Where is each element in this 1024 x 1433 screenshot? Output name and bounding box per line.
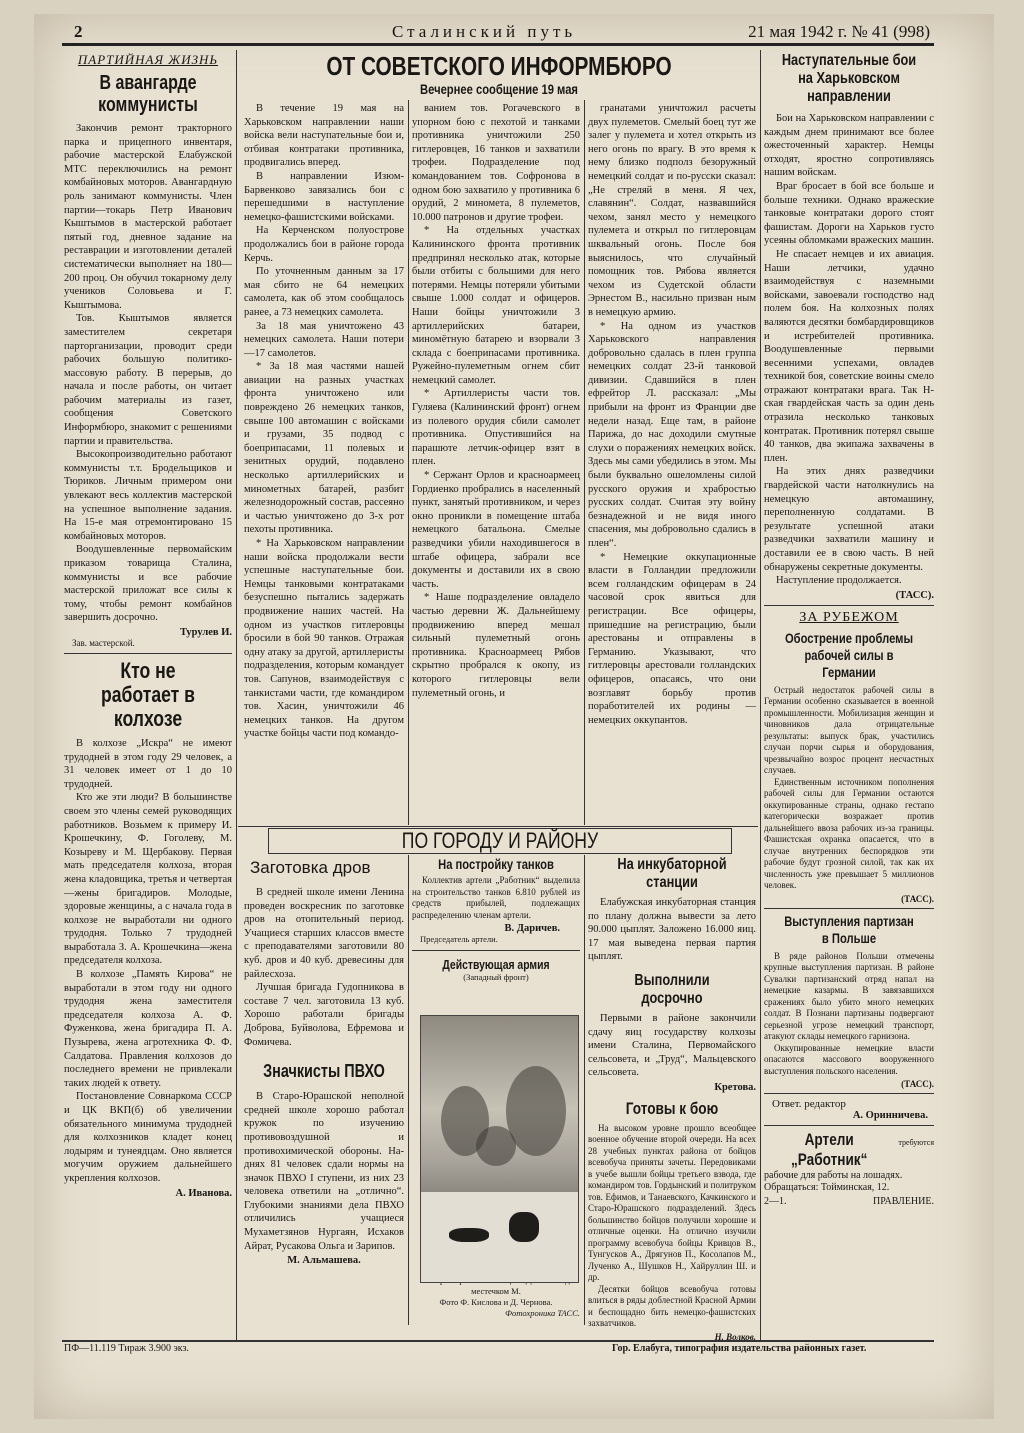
article-title: Выполнили досрочно	[634, 971, 710, 1007]
column-rule	[760, 50, 761, 1340]
column-rule	[584, 100, 585, 825]
paragraph: * За 18 мая частями нашей авиации на разных участках фронта уничтожено или повреждено 26 немецких танков, свыше 100 автомашин с войсками и грузами, 35 подвод с боеприпасами, 11 полевых и зенитных орудий, подавлено несколько артиллерийских и минометных батарей, разбит железнодорожный состав, рассеяно и частью уничтожено до 3-х рот пехоты противника.	[244, 361, 404, 536]
article-title: В авангарде коммунисты	[98, 72, 198, 116]
section-subtitle: Вечернее сообщение 19 мая	[420, 81, 578, 97]
paragraph: Закончив ремонт тракторного парка и прицепного инвентаря, рабочие мастерской Елабужской МТС переключились на ремонт комбайновых моторов. Авангардную роль занимают коммунисты. Член партии—токарь Петр Иванович Кыштымов в мастерской работает пятый год, дневное задание на реставрации и изготовлении деталей систематически выполняет на 180—200 проц. Он обучил токарному делу учеников Соловьева и Г. Кыштымова.	[64, 123, 232, 311]
paragraph: Бои на Харьковском направлении с каждым днем принимают все более ожесточенный характер. Немцы отходят, яростно сопротивляясь нашим войскам.	[764, 113, 934, 179]
paragraph: Воодушевленные первомайским приказом товарища Сталина, коммунисты и все рабочие мастерской приложат все силы к тому, чтобы ремонт комбайнов завершить досрочно.	[64, 544, 232, 624]
paragraph: Острый недостаток рабочей силы в Германии особенно сказывается в военной промышленности. Мобилизация женщин и чиновников дала отрицательные результаты: выпуск брак, участились случаи порчи сырья и оборудования, чрезвычайно возрос процент несчастных случаев.	[764, 684, 934, 776]
article-title: Выступления партизан в Польше	[784, 912, 914, 946]
ad-text: рабочие для работы на лошадях. Обращаться: Тойминская, 12.	[764, 1170, 903, 1194]
paragraph: На этих днях разведчики гвардейской части натолкнулись на немецкую автомашину, переполненную солдатами. В результате успешной атаки разведчики захватили машину и доставили ее в свою часть. В ней обнаружены секретные документы.	[764, 466, 934, 573]
article-title: Значкисты ПВХО	[263, 1061, 385, 1082]
city-banner	[268, 828, 732, 854]
paragraph: В колхозе „Память Кирова“ не выработали в этом году ни одного трудодня жена заместителя председателя колхоза А. Ф. Фуженкова, жена бригадира П. А. Пузырева, жена агротехника Ф. Ф. Салдатова. Правления колхозов до последнего времени не привлекали таких людей к ответу.	[64, 969, 232, 1089]
divider	[764, 605, 934, 606]
signature: М. Альмашева.	[287, 1255, 361, 1267]
rubric-abroad: ЗА РУБЕЖОМ	[799, 609, 899, 625]
ad-side: требуются	[898, 1138, 934, 1148]
paragraph: Кто же эти люди? В большинстве своем это члены семей руководящих работников. Возьмем к примеру И. Крошечкину, Ф. Гоголеву, М. Козыреву и М. Щербакову. Первая мать председателя колхоза, вторая жена кладовщика, третья и четвертая—жены бригадиров. Молодые, здоровые женщины, а с начала года в колхозе не выработали ни одного трудодня. Только 7 трудодней выработала З. А. Крошечкина—жена председателя колхоза.	[64, 792, 232, 967]
paragraph: * Сержант Орлов и красноармеец Гордиенко пробрались в населенный пункт, занятый противником, и через окно проникли в помещение штаба немецкого батальона. Смелые разведчики убили находившегося в штабе офицера, забрали все документы и доставили их в свою часть.	[412, 470, 580, 590]
divider	[64, 653, 232, 654]
paragraph: * На отдельных участках Калининского фронта противник предпринял несколько атак, которые были отбиты с большими для него потерями. Немцы потеряли убитыми свыше 1.000 солдат и офицеров. Наши бойцы уничтожили 3 артиллерийских батареи, миномётную батарею и взорвали 3 склада с боеприпасами противника. Ружейно-пулеметным огнем сбит немецкий самолет.	[412, 225, 580, 386]
column-rule	[584, 855, 585, 1325]
photo-credit: Фото Ф. Кислова и Д. Чернова.	[439, 1297, 553, 1307]
divider	[764, 908, 934, 909]
signature: Кретова.	[714, 1081, 756, 1093]
article-title: Обострение проблемы рабочей силы в Германии	[784, 629, 914, 680]
paragraph: В средней школе имени Ленина проведен воскресник по заготовке дров на отопительный период. Учащиеся старших классов вместе с преподавателями заготовили 80 куб. дров и 40 куб. древесины для райлесхоза.	[244, 887, 404, 980]
paragraph: * Немецкие оккупационные власти в Голландии предложили всем голландским офицерам в 24 часовой срок явиться для регистрации. Все офицеры, пришедшие на регистрацию, были арестованы и отправлены в Германию. Указывают, что гитлеровцы арестовали голландских офицеров, опасаясь, что они возглавят борьбу против поработителей их родины — немецких оккупантов.	[588, 551, 756, 726]
photo-title: Действующая армия	[442, 957, 550, 972]
article-title: На постройку танков	[438, 856, 554, 872]
signature: Н. Волков.	[714, 1331, 756, 1342]
column-rule	[408, 100, 409, 825]
article-title: Готовы к бою	[625, 1098, 719, 1118]
ad-signature: ПРАВЛЕНИЕ.	[873, 1196, 934, 1208]
photo-subtitle: (Западный фронт)	[463, 972, 529, 982]
section-rule	[238, 826, 758, 827]
signature: (ТАСС).	[895, 589, 934, 601]
article-body	[64, 122, 232, 625]
divider	[764, 1125, 934, 1126]
city-column-a	[244, 856, 404, 1328]
paragraph: Коллектив артели „Работник“ выделила на строительство танков 6.810 рублей из средств прибылей, подлежащих распределению членам артели.	[412, 875, 580, 920]
paragraph: Елабужская инкубаторная станция по плану должна вывести за лето 90.000 цыплят. Заложено 16.000 яиц. 17 мая выведена первая партия цыплят.	[588, 897, 756, 963]
right-column	[764, 52, 934, 1340]
signature: Турулев И.	[179, 626, 232, 638]
paragraph: Постановление Совнаркома СССР и ЦК ВКП(б) об увеличении обязательного минимума трудодней для колхозников кладет конец лодырям и тунеядцам. Оно является могучим оружием дальнейшего укрепления колхозов.	[64, 1091, 232, 1184]
paragraph: * На одном из участков Харьковского направления добровольно сдалась в плен группа немецких солдат 23-й танковой дивизии. Сдавшийся в плен ефрейтор Л. рассказал: „Мы прибыли на фронт из Франции две недели назад. Еще там, в районе Парижа, до нас доходили смутные слухи о поражениях немецких войск. Здесь мы сами убедились в этом. Мы были буквально ошеломлены силой русского оружия и храбростью русских солдат. Считая эту войну безнадежной и не видя иного спасения, мы добровольно сдались в плен“.	[588, 320, 756, 549]
paragraph: Лучшая бригада Гудопникова в составе 7 чел. заготовила 13 куб. Хорошо работали бригады Доброва, Буйволова, Ефремова и Фомичева.	[244, 982, 404, 1048]
sovinform-header	[240, 52, 758, 102]
paragraph: ванием тов. Рогачевского в упорном бою с пехотой и танками противника уничтожили 250 гитлеровцев, 16 танков и захватили трофеи. Подразделение под командованием тов. Софронова в одном бою захватило у противника 6 орудий, 2 миномета, 8 пулеметов, 10.000 патронов и другие трофеи.	[412, 103, 580, 223]
print-run: ПФ—11.119 Тираж 3.900 экз.	[64, 1343, 189, 1354]
signature: А. Иванова.	[175, 1187, 232, 1199]
paragraph: Не спасает немцев и их авиация. Наши летчики, удачно взаимодействуя с наземными войсками, завоевали господство над полем боя. На колхозных полях валяются десятки бомбардировщиков и истребителей противника. Воодушевленные первыми весенними успехами, овладев техникой боя, советские воины смело отражают контратаки врага. Так Н-ская гвардейская часть за один день отразила несколько танковых контратак. Противник потерял свыше 40 танков, два экипажа захвачены в плен.	[764, 248, 934, 464]
paragraph: На высоком уровне прошло всеобщее военное обучение второй очереди. На всех 28 учебных пунктах района от бойцов всевобуча приняты зачеты. Передовиками в учебе вышли бойцы третьего взвода, где командиром тов. Гордынский и политруком тов. Ефимов, и Танаевского, Качкинского и Старо-Юрашского подразделений. Здесь большинство бойцов получили хорошие и отличные оценки. На отлично изучили программу всевобуча бойцы Кривцов В., Тунгусков А., Дрягунов П., Косолапов М., Лученко А., Шушков Н., Хайруллин Ш. и др.	[588, 1122, 756, 1283]
paragraph: В Старо-Юрашской неполной средней школе хорошо работал кружок по изучению противовоздушной и противохимической обороны. На-днях 81 человек сдали нормы на значок ПВХО I ступени, из них 23 человека ответили на „отлично“. Глубокими знаниями дела ПВХО отличились учащиеся Мухаметзянов Нургаян, Исхаков Айрат, Русакова Ольга и Зарипов.	[244, 1091, 404, 1252]
paragraph: * Артиллеристы части тов. Гуляева (Калининский фронт) огнем из полевого орудия сбили самолет противника. Опустившийся на парашюте летчик-офицер взят в плен.	[412, 388, 580, 468]
paragraph: * Наше подразделение овладело частью деревни Ж. Дальнейшему продвижению вперед мешал сильный пулеметный огонь противника. Красноармеец Рябов скрытно пробрался к окопу, из которого гитлеровцы вели пулеметный огонь, и	[412, 592, 580, 699]
paragraph: гранатами уничтожил расчеты двух пулеметов. Смелый боец тут же залег у пулемета и хотел открыть из него огонь по врагу. В это время к нему близко подполз безоружный немецкий солдат и по-русски сказал: „Не стреляй в меня. Я чех, славянин“. Солдат, назвавшийся чехом, занял место у немецкого пулемета и открыл по гитлеровцам шквальный огонь. После боя выяснилось, что случайный помощник тов. Рябова является чехом из Судетской области Эрнестом В., насильно призван ным в немецкую армию.	[588, 103, 756, 318]
paragraph: * На Харьковском направлении наши войска продолжали вести успешные наступательные бои. Немцы танковыми контратаками безуспешно пытались задержать продвижение наших частей. На одном из участков гитлеровцы бросили в бой 90 танков. Отражая одну атаку за другой, артиллеристы подразделения, которым командует тов. Сапунов, взаимодействуя с танкистами части, где командиром тов. Хасин, уничтожили 46 немецких танков. На другом участке бойцы части под командо-	[244, 538, 404, 740]
article-title: Заготовка дров	[250, 858, 371, 877]
signature: (ТАСС).	[901, 893, 934, 904]
paragraph: За 18 мая уничтожено 43 немецких самолета. Наши потери—17 самолетов.	[244, 320, 404, 359]
paragraph: По уточненным данным за 17 мая сбито не 64 немецких самолета, как об этом сообщалось ранее, а 73 немецких самолета.	[244, 266, 404, 318]
war-photo	[420, 1015, 579, 1283]
banner-title: ПО ГОРОДУ И РАЙОНУ	[401, 828, 599, 853]
masthead	[62, 20, 934, 46]
photo-caption: местечком М.	[471, 1286, 521, 1296]
column-rule	[408, 855, 409, 1325]
sovinform-column-b	[412, 102, 580, 824]
editor-name: А. Оринничева.	[852, 1110, 928, 1122]
section-title: ОТ СОВЕТСКОГО ИНФОРМБЮРО	[326, 51, 672, 81]
signature-role: Зав. мастерской.	[72, 637, 135, 648]
paragraph: Оккупированные немецкие власти опасаются массового вооруженного выступления польского населения.	[764, 1042, 934, 1076]
paragraph: В течение 19 мая на Харьковском направлении наши войска вели наступательные бои и, отбивая контратаки противника, продвигались вперед.	[244, 103, 404, 169]
paragraph: В ряде районов Польши отмечены крупные выступления партизан. В районе Сувалки партизанский отряд напал на немецкие казармы. В завязавшихся сражениях было убито много немецких солдат. В Познани партизаны подвергают серьезной угрозе немецкий транспорт, атакуют склады немецкого гарнизона.	[764, 950, 934, 1042]
ad-number: 2—1.	[764, 1196, 787, 1208]
ad-title: Артели „Работник“	[790, 1130, 868, 1170]
city-column-c	[588, 856, 756, 1342]
paragraph: В направлении Изюм-Барвенково завязались бои с перешедшими в наступление немецко-фашистскими войсками.	[244, 170, 404, 223]
editor-label: Ответ. редактор	[772, 1098, 846, 1111]
paragraph: Десятки бойцов всевобуча готовы влиться в ряды доблестной Красной Армии и беспощадно бить немецко-фашистских захватчиков.	[588, 1283, 756, 1329]
paragraph: Высокопроизводительно работают коммунисты т.т. Бродельщиков и Тюриков. Личным примером они увлекают весь коллектив мастерской на успешное выполнение задания. На 15-е мая отремонтировано 15 комбайновых моторов.	[64, 449, 232, 542]
article-title: Наступательные бои на Харьковском направлении	[781, 52, 917, 105]
signature: В. Даричев.	[504, 923, 560, 934]
rubric-party-life: ПАРТИЙНАЯ ЖИЗНЬ	[77, 52, 219, 67]
paragraph: Наступление продолжается.	[776, 575, 902, 587]
printer-info: Гор. Елабуга, типография издательства районных газет.	[612, 1343, 867, 1354]
sovinform-column-c	[588, 102, 756, 824]
sovinform-column-a	[244, 102, 404, 824]
article-title: На инкубаторной станции	[617, 856, 727, 891]
left-column	[64, 52, 232, 1340]
photo-source: Фотохроника ТАСС.	[505, 1308, 580, 1318]
article-title: Кто не работает в колхозе	[100, 657, 196, 731]
page-number: 2	[74, 22, 83, 41]
column-rule	[236, 50, 237, 1340]
paragraph: В колхозе „Искра“ не имеют трудодней в этом году 29 человек, а 31 человек имеет от 1 до 10 трудодней.	[64, 737, 232, 790]
paragraph: На Керченском полуострове продолжались бои в районе города Керчь.	[244, 225, 404, 264]
article-body	[64, 737, 232, 1186]
divider	[412, 950, 580, 951]
paragraph: Тов. Кыштымов является заместителем секретаря парторганизации, проводит среди рабочих большую политико-массовую работу. В перерыв, до начала и после работы, он читает рабочим материалы из газет, сообщения Советского Информбюро, знакомит с решениями партии и правительства.	[64, 313, 232, 447]
signature: (ТАСС).	[901, 1079, 934, 1090]
paragraph: Первыми в районе закончили сдачу яиц государству колхозы имени Сталина, Первомайского сельсовета, и „Труд“, Мальцевского сельсовета.	[588, 1012, 756, 1079]
divider	[764, 1093, 934, 1094]
issue-date: 21 мая 1942 г. № 41 (998)	[748, 22, 930, 41]
signature-role: Председатель артели.	[420, 934, 498, 944]
newspaper-name: Сталинский путь	[392, 22, 577, 41]
paragraph: Враг бросает в бой все больше и больше техники. Однако вражеские танковые контратаки дорого стоят фашистам. Дороги на Харьков густо усеяны обломками вражеских машин.	[764, 180, 934, 247]
paragraph: Единственным источником пополнения рабочей силы для Германии остаются оккупированные страны, однако гестапо категорически возражает против дальнейшего ввоза рабочих из-за границы. Фашистская охранка опасается, что в случае внутренних беспорядков эти рабочие будут грозной силой, так как их численность уже превышает 5 миллионов человек.	[764, 776, 934, 891]
footer-rule	[62, 1340, 934, 1342]
